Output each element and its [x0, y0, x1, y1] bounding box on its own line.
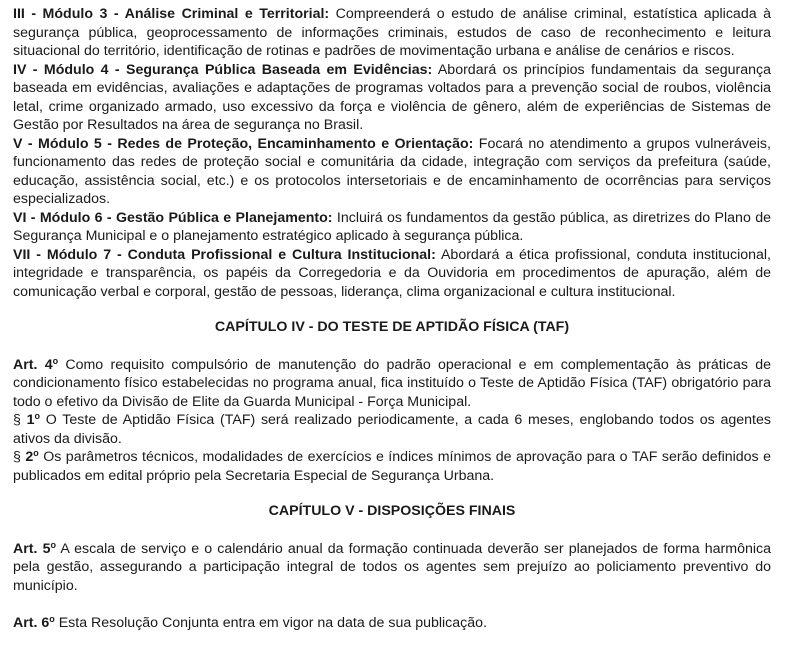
module-6-paragraph [13, 209, 771, 246]
article-4 [13, 356, 771, 412]
article-5 [13, 540, 771, 596]
module-5-label: V - Módulo 5 - Redes de Proteção, Encaminhamento e Orientação: [13, 135, 474, 152]
article-6 [13, 614, 771, 633]
module-4-label: IV - Módulo 4 - Segurança Pública Baseada em Evidências: [13, 61, 433, 78]
paragraph-2 [13, 448, 771, 485]
paragraph-1 [13, 411, 771, 448]
paragraph-2-label: 2$^o$ [25, 448, 39, 465]
chapter-4-title: CAPÍTULO IV - DO TESTE DE APTIDÃO FÍSICA (TAF) [214, 319, 570, 335]
paragraph-1-label: 1$^o$ [26, 411, 41, 428]
module-3-text: Compreenderá o estudo de análise criminal, estatística aplicada à segurança pública, geoprocessamento de informações criminais, estudos de caso de reconhecimento e leitura situacional do território, identificação de rotinas e padrões de movimentação urbana e análise de cenários e riscos. [13, 6, 771, 59]
module-6-text: Incluirá os fundamentos da gestão pública, as diretrizes do Plano de Segurança Municipal e o planejamento estratégico aplicado à segurança pública. [13, 209, 771, 244]
article-6-label: Art. 6$^o$ [13, 614, 55, 631]
module-7-paragraph [13, 246, 771, 302]
article-5-label: Art. 5$^o$ [13, 539, 56, 557]
module-4-paragraph [13, 61, 771, 135]
chapter-5-title: CAPÍTULO V - DISPOSIÇÕES FINAIS [268, 503, 516, 519]
article-5-text: A escala de serviço e o calendário anual da formação continuada deverão ser planejados de forma harmônica pela gestão, assegurando a participação integral de todos os agentes sem prejuízo ao policiamento preventivo do município. [13, 540, 772, 594]
section-sign: § [13, 449, 26, 465]
paragraph-2-text: Os parâmetros técnicos, modalidades de exercícios e índices mínimos de aprovação para o TAF serão definidos e publicados em edital próprio pela Secretaria Especial de Segurança Urbana. [13, 449, 771, 484]
paragraph-1-text: O Teste de Aptidão Física (TAF) será realizado periodicamente, a cada 6 meses, englobando todos os agentes ativos da divisão. [13, 412, 771, 447]
article-6-text: Esta Resolução Conjunta entra em vigor na data de sua publicação. [54, 615, 487, 631]
section-sign: § [13, 412, 27, 428]
module-4-text: Abordará os princípios fundamentais da segurança baseada em evidências, avaliações e adaptações de programas voltados para a prevenção social de roubos, violência letal, crime organizado armado, uso excessivo da força e violência de gênero, além de experiências de Sistemas de Gestão por Resultados na área de segurança no Brasil. [13, 61, 771, 133]
article-4-text: Como requisito compulsório de manutenção do padrão operacional e em complementação às práticas de condicionamento físico estabelecidas no programa anual, fica instituído o Teste de Aptidão Física (TAF) obrigatório para todo o efetivo da Divisão de Elite da Guarda Municipal - Força Municipal. [13, 356, 772, 410]
module-5-paragraph [13, 135, 771, 209]
module-3-paragraph [13, 5, 771, 61]
module-5-text: Focará no atendimento a grupos vulneráveis, funcionamento das redes de proteção social e comunitária da cidade, integração com serviços da prefeitura (saúde, educação, assistência social, etc.) e os protocolos intersetoriais e de encaminhamento de ocorrências para serviços especializados. [13, 135, 771, 207]
module-7-label: VII - Módulo 7 - Conduta Profissional e Cultura Institucional: [13, 246, 436, 263]
module-3-label: III - Módulo 3 - Análise Criminal e Territorial: [13, 6, 330, 22]
article-4-label: Art. 4$^o$ [13, 355, 59, 373]
module-6-label: VI - Módulo 6 - Gestão Pública e Planejamento: [13, 209, 333, 226]
module-7-text: Abordará a ética profissional, conduta institucional, integridade e transparência, os papéis da Corregedoria e da Ouvidoria em procedimentos de apuração, além de comunicação verbal e corporal, gestão de pessoas, liderança, clima organizacional e cultura institucional. [13, 246, 771, 300]
